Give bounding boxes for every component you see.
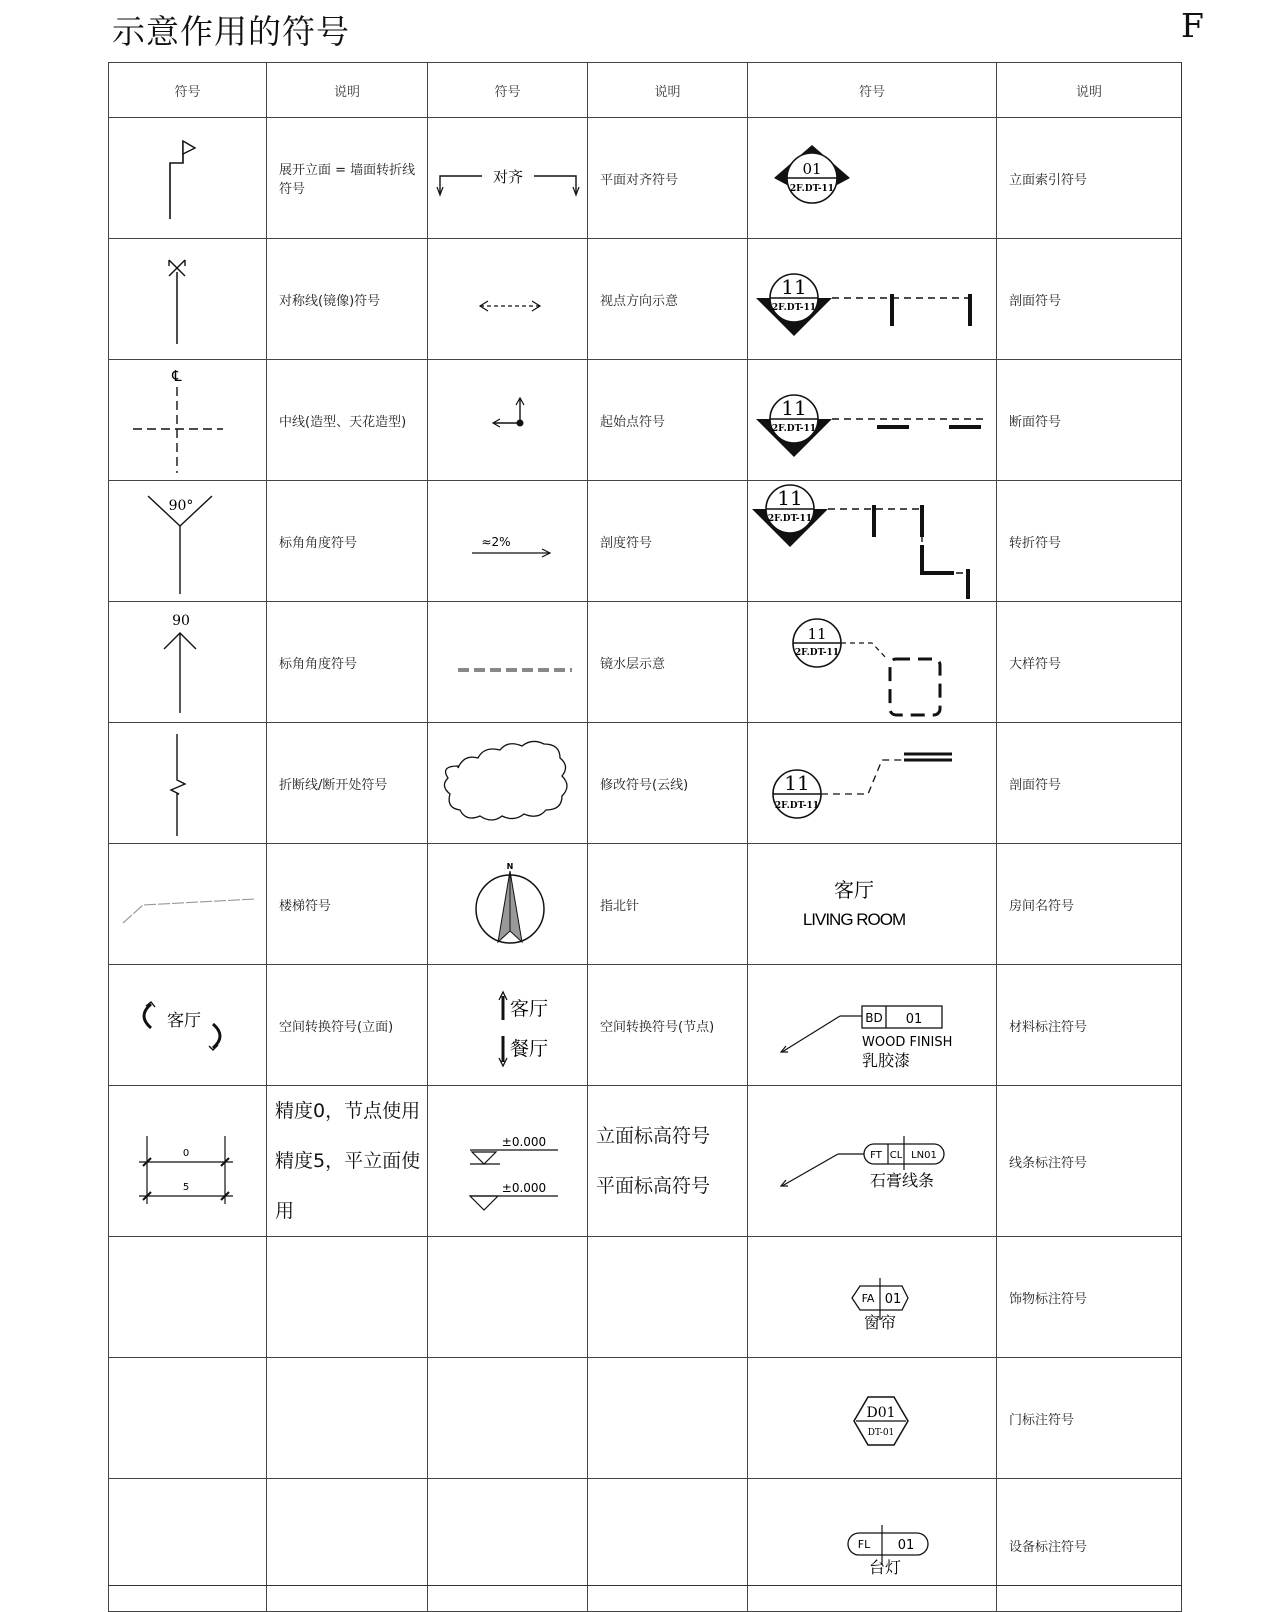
frame-bottom-border	[108, 1585, 1181, 1586]
desc-line-note: 线条标注符号	[997, 1086, 1182, 1237]
svg-text:CL: CL	[889, 1150, 903, 1161]
north-arrow-symbol	[428, 844, 588, 965]
svg-text:≈2%: ≈2%	[480, 535, 511, 549]
page-title: 示意作用的符号	[112, 12, 350, 51]
table-row	[109, 118, 1182, 239]
waterproof-layer-symbol	[428, 602, 588, 723]
svg-text:石膏线条: 石膏线条	[869, 1171, 935, 1190]
desc-angle-arrow: 标角角度符号	[267, 602, 428, 723]
svg-text:2F.DT-11: 2F.DT-11	[771, 303, 817, 313]
table-row	[109, 1358, 1182, 1479]
angle-arrow-symbol	[109, 602, 267, 723]
empty-cell	[109, 1237, 267, 1358]
svg-text:2F.DT-11: 2F.DT-11	[771, 424, 817, 434]
door-note-symbol	[748, 1358, 997, 1479]
desc-turn-section: 转折符号	[997, 481, 1182, 602]
svg-text:2F.DT-11: 2F.DT-11	[774, 801, 820, 811]
svg-text:客厅: 客厅	[834, 878, 874, 902]
desc-section-2: 剖面符号	[997, 723, 1182, 844]
align-symbol	[428, 118, 588, 239]
header-desc-2: 说明	[588, 63, 748, 118]
mirror-line-symbol	[109, 239, 267, 360]
svg-text:±0.000: ±0.000	[501, 1181, 546, 1195]
desc-plan-level-mark: 平面标高符号	[596, 1175, 711, 1197]
desc-centerline: 中线(造型、天花造型)	[267, 360, 428, 481]
desc-material-note: 材料标注符号	[997, 965, 1182, 1086]
svg-text:01: 01	[897, 1538, 915, 1553]
empty-cell	[428, 1237, 588, 1358]
empty-cell	[267, 1479, 428, 1612]
table-row	[109, 481, 1182, 602]
header-symbol-1: 符号	[109, 63, 267, 118]
table-row	[109, 965, 1182, 1086]
desc-revision-cloud: 修改符号(云线)	[588, 723, 748, 844]
dimension-symbol	[109, 1086, 267, 1237]
svg-text:客厅: 客厅	[166, 1011, 201, 1031]
svg-text:2F.DT-11: 2F.DT-11	[767, 514, 813, 524]
desc-plan-align: 平面对齐符号	[588, 118, 748, 239]
svg-text:窗帘: 窗帘	[863, 1313, 897, 1332]
svg-text:01: 01	[905, 1012, 923, 1027]
svg-text:11: 11	[781, 275, 807, 299]
desc-section: 剖面符号	[997, 239, 1182, 360]
desc-wall-turn: 展开立面 = 墙面转折线符号	[267, 118, 428, 239]
header-desc-3: 说明	[997, 63, 1182, 118]
desc-start-point: 起始点符号	[588, 360, 748, 481]
stair-symbol	[109, 844, 267, 965]
header-symbol-2: 符号	[428, 63, 588, 118]
desc-precision-0: 精度0，节点使用	[275, 1100, 421, 1122]
page-mark: F	[1181, 6, 1204, 45]
svg-text:WOOD FINISH: WOOD FINISH	[862, 1035, 953, 1050]
svg-text:±0.000: ±0.000	[501, 1135, 546, 1149]
svg-text:乳胶漆: 乳胶漆	[862, 1051, 911, 1070]
desc-space-turn-elevation: 空间转换符号(立面)	[267, 965, 428, 1086]
table-row	[109, 1086, 1182, 1237]
svg-text:0: 0	[182, 1148, 189, 1159]
table-row	[109, 844, 1182, 965]
table-row	[109, 1237, 1182, 1358]
desc-slope: 剖度符号	[588, 481, 748, 602]
desc-waterproof-layer: 镜水层示意	[588, 602, 748, 723]
svg-text:11: 11	[777, 486, 803, 510]
svg-text:90°: 90°	[168, 498, 193, 514]
header-symbol-3: 符号	[748, 63, 997, 118]
empty-cell	[428, 1479, 588, 1612]
frame-right-border	[1181, 62, 1182, 1600]
desc-dimension	[267, 1086, 428, 1237]
view-direction-symbol	[428, 239, 588, 360]
desc-fixture-note: 饰物标注符号	[997, 1237, 1182, 1358]
empty-cell	[588, 1237, 748, 1358]
desc-elevation-index: 立面索引符号	[997, 118, 1182, 239]
svg-text:FT: FT	[870, 1150, 882, 1161]
empty-cell	[267, 1358, 428, 1479]
turn-section-symbol	[748, 481, 997, 602]
svg-text:台灯: 台灯	[868, 1558, 902, 1577]
room-name-symbol	[748, 844, 997, 965]
desc-north-arrow: 指北针	[588, 844, 748, 965]
elevation-index-symbol	[748, 118, 997, 239]
revision-cloud-symbol	[428, 723, 588, 844]
centerline-symbol	[109, 360, 267, 481]
desc-detail: 大样符号	[997, 602, 1182, 723]
header-row	[109, 63, 1182, 118]
desc-space-turn-node: 空间转换符号(节点)	[588, 965, 748, 1086]
empty-cell	[109, 1358, 267, 1479]
svg-text:BD: BD	[865, 1011, 883, 1025]
elevation-level-symbol	[428, 1086, 588, 1237]
desc-stair: 楼梯符号	[267, 844, 428, 965]
svg-text:LN01: LN01	[911, 1150, 937, 1161]
equipment-note-symbol	[748, 1479, 997, 1612]
wall-turn-symbol	[109, 118, 267, 239]
angle-90-symbol	[109, 481, 267, 602]
desc-elevation-mark: 立面标高符号	[596, 1125, 711, 1147]
section-symbol-2	[748, 723, 997, 844]
detail-symbol	[748, 602, 997, 723]
slope-symbol	[428, 481, 588, 602]
table-row	[109, 239, 1182, 360]
table-row	[109, 602, 1182, 723]
material-note-symbol	[748, 965, 997, 1086]
desc-break-line: 折断线/断开处符号	[267, 723, 428, 844]
table-row	[109, 1479, 1182, 1612]
svg-text:℄: ℄	[171, 367, 182, 385]
svg-text:90: 90	[171, 613, 190, 629]
svg-text:FL: FL	[857, 1538, 871, 1551]
svg-text:11: 11	[784, 771, 810, 795]
desc-precision-5: 精度5，平立面使用	[275, 1150, 421, 1222]
line-note-symbol	[748, 1086, 997, 1237]
table-row	[109, 723, 1182, 844]
north-label: N	[506, 862, 513, 871]
svg-text:FA: FA	[861, 1292, 875, 1305]
svg-text:11: 11	[807, 625, 827, 643]
svg-text:餐厅: 餐厅	[509, 1038, 548, 1060]
svg-text:01: 01	[884, 1292, 902, 1307]
empty-cell	[588, 1358, 748, 1479]
desc-door-note: 门标注符号	[997, 1358, 1182, 1479]
table-row	[109, 360, 1182, 481]
svg-text:客厅: 客厅	[509, 998, 548, 1020]
space-turn-node-symbol	[428, 965, 588, 1086]
symbol-table	[108, 62, 1182, 1612]
empty-cell	[267, 1237, 428, 1358]
desc-view-direction: 视点方向示意	[588, 239, 748, 360]
desc-mirror-line: 对称线(镜像)符号	[267, 239, 428, 360]
svg-text:LIVING ROOM: LIVING ROOM	[802, 910, 906, 929]
desc-equipment-note: 设备标注符号	[997, 1479, 1182, 1612]
start-point-symbol	[428, 360, 588, 481]
svg-text:DT-01: DT-01	[867, 1428, 895, 1438]
empty-cell	[109, 1479, 267, 1612]
desc-cut-section: 断面符号	[997, 360, 1182, 481]
section-symbol	[748, 239, 997, 360]
empty-cell	[428, 1358, 588, 1479]
header-desc-1: 说明	[267, 63, 428, 118]
cut-section-symbol	[748, 360, 997, 481]
svg-text:01: 01	[802, 160, 822, 178]
space-turn-elevation-symbol	[109, 965, 267, 1086]
fixture-note-symbol	[748, 1237, 997, 1358]
desc-angle-90: 标角角度符号	[267, 481, 428, 602]
break-line-symbol	[109, 723, 267, 844]
svg-text:2F.DT-11: 2F.DT-11	[794, 648, 840, 658]
svg-text:5: 5	[182, 1182, 189, 1193]
svg-text:11: 11	[781, 396, 807, 420]
align-label: 对齐	[492, 168, 523, 186]
desc-room-name: 房间名符号	[997, 844, 1182, 965]
svg-text:2F.DT-11: 2F.DT-11	[789, 184, 835, 194]
empty-cell	[588, 1479, 748, 1612]
svg-text:D01: D01	[866, 1405, 896, 1421]
desc-elevation-level	[588, 1086, 748, 1237]
